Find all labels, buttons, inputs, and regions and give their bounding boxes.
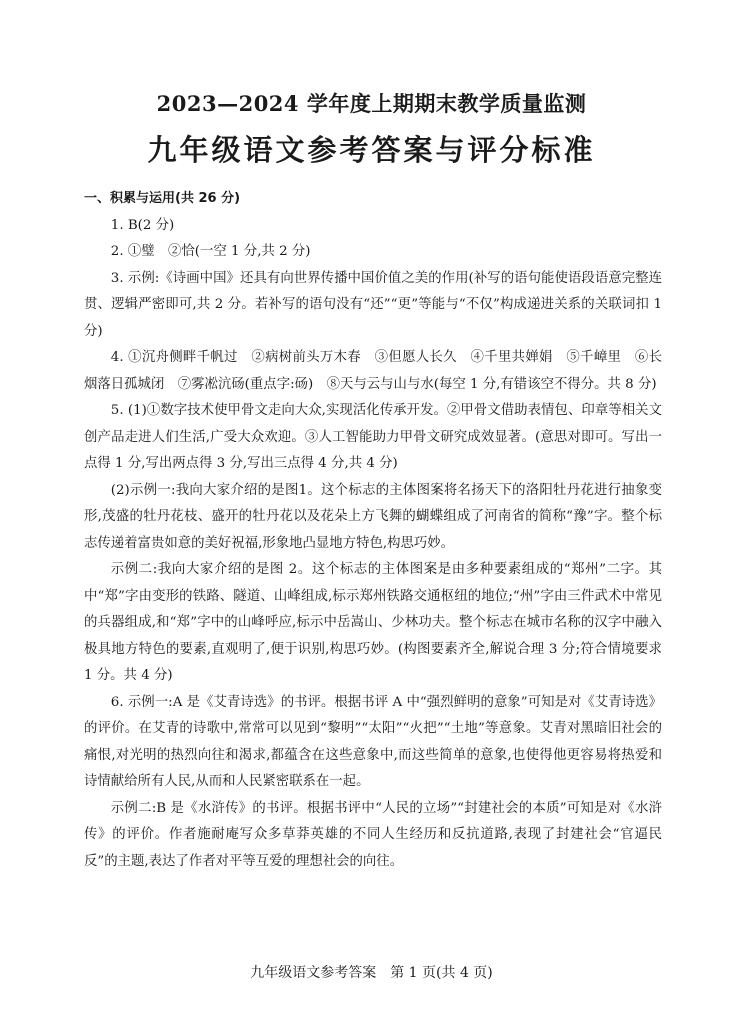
answer-q3: 3. 示例:《诗画中国》还具有向世界传播中国价值之美的作用(补写的语句能使语段语意完整连贯、逻辑严密即可,共 2 分。若补写的语句没有“还”“更”等能与“不仅”构成递进关系的关联词扣 1 分) <box>84 270 662 339</box>
section-heading: 一、积累与运用(共 26 分) <box>84 191 241 206</box>
answer-q5-part2-example2: 示例二:我向大家介绍的是图 2。这个标志的主体图案是由多种要素组成的“郑州”二字。其中“郑”字由变形的铁路、隧道、山峰组成,标示郑州铁路交通枢纽的地位;“州”字由三件武术中常见的兵器组成,和“郑”字中的山峰呼应,标示中岳嵩山、少林功夫。整个标志在城市名称的汉字中融入极具地方特色的要素,直观明了,便于识别,构思巧妙。(构图要素齐全,解说合理 3 分;符合情境要求 1 分。共 4 分) <box>84 562 662 683</box>
document-title: 九年级语文参考答案与评分标准 <box>147 133 596 167</box>
answer-q4: 4. ①沉舟侧畔千帆过 ②病树前头万木春 ③但愿人长久 ④千里共婵娟 ⑤千嶂里 ⑥长烟落日孤城闭 ⑦雾凇沆砀(重点字:砀) ⑧天与云与山与水(每空 1 分,有错该空不得分。共 8 分) <box>84 350 662 392</box>
page-footer: 九年级语文参考答案 第 1 页(共 4 页) <box>250 965 493 981</box>
answer-q5-part2-example1: (2)示例一:我向大家介绍的是图1。这个标志的主体图案将名扬天下的洛阳牡丹花进行抽象变形,茂盛的牡丹花枝、盛开的牡丹花以及花朵上方飞舞的蝴蝶组成了河南省的简称“豫”字。整个标志传递着富贵如意的美好祝福,形象地凸显地方特色,构思巧妙。 <box>84 482 662 551</box>
answer-q2: 2. ①璧 ②恰(一空 1 分,共 2 分) <box>110 244 311 259</box>
answer-q6-example2: 示例二:B 是《水浒传》的书评。根据书评中“人民的立场”“封建社会的本质”可知是对《水浒传》的评价。作者施耐庵写众多草莽英雄的不同人生经历和反抗道路,表现了封建社会“官逼民反”的主题,表达了作者对平等互爱的理想社会的向往。 <box>84 800 662 869</box>
answer-content <box>84 186 662 875</box>
answer-q5-part1: 5. (1)①数字技术使甲骨文走向大众,实现活化传承开发。②甲骨文借助表情包、印章等相关文创产品走进人们生活,广受大众欢迎。③人工智能助力甲骨文研究成效显著。(意思对即可。写出一点得 1 分,写出两点得 3 分,写出三点得 4 分,共 4 分) <box>84 403 662 471</box>
exam-title: 2023—2024 学年度上期期末教学质量监测 <box>156 91 587 116</box>
answer-q1: 1. B(2 分) <box>110 217 175 233</box>
answer-q6-example1: 6. 示例一:A 是《艾青诗选》的书评。根据书评 A 中“强烈鲜明的意象”可知是对《艾青诗选》的评价。在艾青的诗歌中,常常可以见到“黎明”“太阳”“火把”“土地”等意象。艾青对黑暗旧社会的痛恨,对光明的热烈向往和渴求,都蕴含在这些意象中,而这些简单的意象,也使得他更容易将热爱和诗情献给所有人民,从而和人民紧密联系在一起。 <box>84 694 662 789</box>
